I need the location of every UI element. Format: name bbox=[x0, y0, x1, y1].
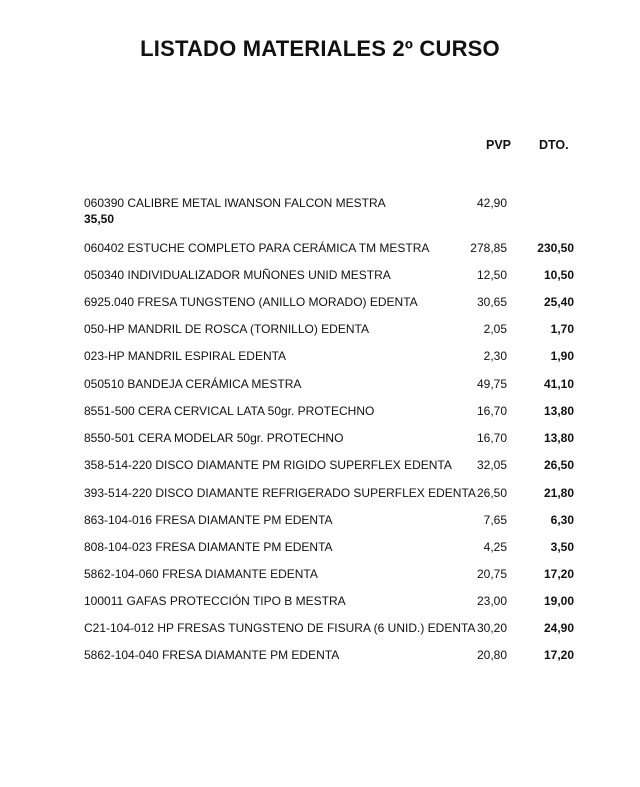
list-item bbox=[0, 594, 640, 614]
item-pvp: 16,70 bbox=[476, 404, 507, 418]
item-pvp: 16,70 bbox=[476, 431, 507, 445]
item-description: 863-104-016 FRESA DIAMANTE PM EDENTA bbox=[84, 513, 333, 527]
item-dto: 13,80 bbox=[543, 404, 574, 418]
item-pvp: 7,65 bbox=[483, 513, 507, 527]
item-dto: 13,80 bbox=[543, 431, 574, 445]
item-pvp: 42,90 bbox=[476, 196, 507, 210]
item-pvp: 2,30 bbox=[483, 349, 507, 363]
item-dto: 230,50 bbox=[537, 241, 574, 255]
list-item bbox=[0, 513, 640, 533]
item-description: 050340 INDIVIDUALIZADOR MUÑONES UNID MESTRA bbox=[84, 268, 391, 282]
item-pvp: 12,50 bbox=[476, 268, 507, 282]
list-item bbox=[0, 458, 640, 478]
item-pvp: 20,80 bbox=[476, 648, 507, 662]
list-item bbox=[0, 377, 640, 397]
item-dto: 17,20 bbox=[543, 567, 574, 581]
list-item bbox=[0, 349, 640, 369]
item-pvp: 20,75 bbox=[476, 567, 507, 581]
page-title: LISTADO MATERIALES 2º CURSO bbox=[140, 36, 500, 61]
item-pvp: 23,00 bbox=[476, 594, 507, 608]
list-item bbox=[0, 241, 640, 261]
dto-column-header: DTO. bbox=[539, 138, 569, 152]
item-dto: 26,50 bbox=[543, 458, 574, 472]
item-description: 808-104-023 FRESA DIAMANTE PM EDENTA bbox=[84, 540, 333, 554]
list-item bbox=[0, 540, 640, 560]
item-dto: 3,50 bbox=[550, 540, 574, 554]
item-pvp: 278,85 bbox=[470, 241, 507, 255]
pvp-column-header: PVP bbox=[486, 138, 512, 152]
item-description: 023-HP MANDRIL ESPIRAL EDENTA bbox=[84, 349, 287, 363]
item-dto: 6,30 bbox=[550, 513, 574, 527]
item-dto: 35,50 bbox=[84, 212, 115, 226]
item-description: 060402 ESTUCHE COMPLETO PARA CERÁMICA TM MESTRA bbox=[84, 241, 430, 255]
list-item bbox=[0, 196, 640, 226]
item-description: 8550-501 CERA MODELAR 50gr. PROTECHNO bbox=[84, 431, 344, 445]
list-item bbox=[0, 621, 640, 641]
item-description: C21-104-012 HP FRESAS TUNGSTENO DE FISURA (6 UNID.) EDENTA bbox=[84, 621, 476, 635]
item-dto: 17,20 bbox=[543, 648, 574, 662]
item-dto: 19,00 bbox=[543, 594, 574, 608]
list-item bbox=[0, 268, 640, 288]
list-item bbox=[0, 567, 640, 587]
item-description: 060390 CALIBRE METAL IWANSON FALCON MESTRA bbox=[84, 196, 386, 210]
item-dto: 41,10 bbox=[543, 377, 574, 391]
list-item bbox=[0, 322, 640, 342]
item-description: 5862-104-060 FRESA DIAMANTE EDENTA bbox=[84, 567, 318, 581]
item-pvp: 32,05 bbox=[476, 458, 507, 472]
item-pvp: 26,50 bbox=[476, 486, 507, 500]
item-description: 393-514-220 DISCO DIAMANTE REFRIGERADO SUPERFLEX EDENTA bbox=[84, 486, 476, 500]
list-item bbox=[0, 431, 640, 451]
list-item bbox=[0, 486, 640, 506]
item-pvp: 2,05 bbox=[483, 322, 507, 336]
item-pvp: 4,25 bbox=[483, 540, 507, 554]
item-description: 8551-500 CERA CERVICAL LATA 50gr. PROTECHNO bbox=[84, 404, 375, 418]
item-description: 5862-104-040 FRESA DIAMANTE PM EDENTA bbox=[84, 648, 340, 662]
item-description: 100011 GAFAS PROTECCIÓN TIPO B MESTRA bbox=[84, 594, 346, 608]
item-description: 050510 BANDEJA CERÁMICA MESTRA bbox=[84, 377, 302, 391]
item-dto: 1,90 bbox=[550, 349, 574, 363]
item-pvp: 30,20 bbox=[476, 621, 507, 635]
item-description: 358-514-220 DISCO DIAMANTE PM RIGIDO SUPERFLEX EDENTA bbox=[84, 458, 452, 472]
item-pvp: 30,65 bbox=[476, 295, 507, 309]
item-pvp: 49,75 bbox=[476, 377, 507, 391]
item-dto: 1,70 bbox=[550, 322, 574, 336]
item-dto: 24,90 bbox=[543, 621, 574, 635]
item-description: 6925.040 FRESA TUNGSTENO (ANILLO MORADO) EDENTA bbox=[84, 295, 418, 309]
item-dto: 10,50 bbox=[543, 268, 574, 282]
list-item bbox=[0, 404, 640, 424]
item-description: 050-HP MANDRIL DE ROSCA (TORNILLO) EDENTA bbox=[84, 322, 369, 336]
list-item bbox=[0, 295, 640, 315]
item-dto: 21,80 bbox=[543, 486, 574, 500]
list-item bbox=[0, 648, 640, 668]
item-dto: 25,40 bbox=[543, 295, 574, 309]
